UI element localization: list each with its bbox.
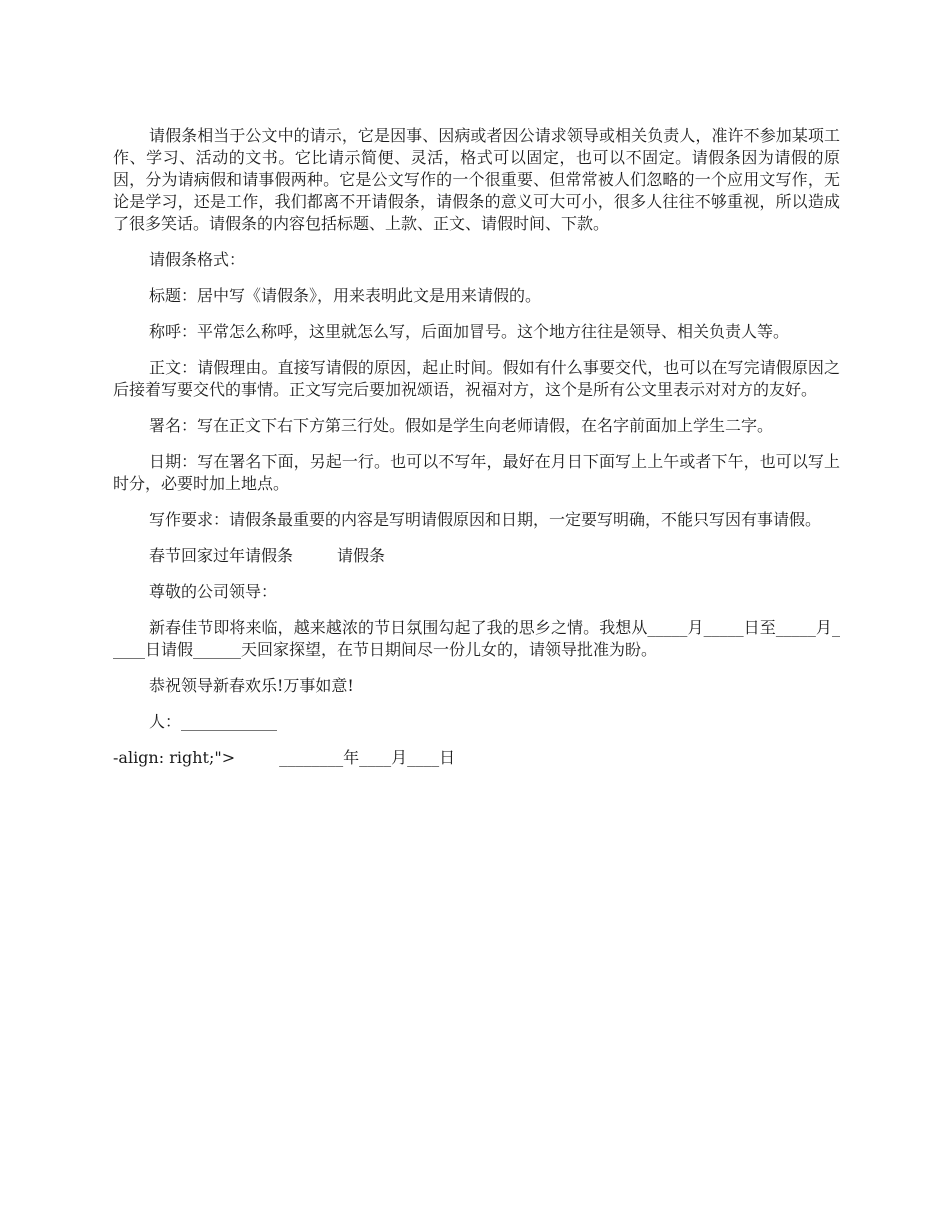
example-title-a: 春节回家过年请假条 (149, 546, 294, 565)
example-salutation: 尊敬的公司领导： (149, 582, 278, 601)
example-date-line (113, 747, 840, 769)
intro-paragraph: 请假条相当于公文中的请示，它是因事、因病或者因公请求领导或相关负责人，准许不参加某项工作、学习、活动的文书。它比请示简便、灵活，格式可以固定，也可以不固定。请假条因为请假的原因，分为请病假和请事假两种。它是公文写作的一个很重要、但常常被人们忽略的一个应用文写作，无论是学习，还是工作，我们都离不开请假条，请假条的意义可大可小，很多人往往不够重视，所以造成了很多笑话。请假条的内容包括标题、上款、正文、请假时间、下款。 (113, 126, 840, 233)
body-rule: 正文：请假理由。直接写请假的原因，起止时间。假如有什么事要交代，也可以在写完请假原因之后接着写要交代的事情。正文写完后要加祝颂语，祝福对方，这个是所有公文里表示对对方的友好。 (113, 358, 840, 399)
date-blank: ________年____月____日 (279, 748, 456, 767)
document-page (113, 125, 840, 783)
example-body: 新春佳节即将来临，越来越浓的节日氛围勾起了我的思乡之情。我想从_____月_____日至_____月_____日请假______天回家探望，在节日期间尽一份儿女的，请领导批准为盼。 (113, 618, 840, 659)
writing-requirements: 写作要求：请假条最重要的内容是写明请假原因和日期，一定要写明确，不能只写因有事请假。 (149, 510, 822, 529)
title-rule: 标题：居中写《请假条》，用来表明此文是用来请假的。 (149, 286, 542, 305)
example-closing: 恭祝领导新春欢乐!万事如意! (149, 676, 354, 695)
example-title-b: 请假条 (337, 546, 386, 565)
example-signature: 人：____________ (149, 712, 278, 731)
date-rule: 日期：写在署名下面，另起一行。也可以不写年，最好在月日下面写上上午或者下午，也可以写上时分，必要时加上地点。 (113, 452, 840, 493)
example-heading (113, 545, 840, 567)
signature-rule: 署名：写在正文下右下方第三行处。假如是学生向老师请假，在名字前面加上学生二字。 (149, 416, 774, 435)
stray-markup-text: -align: right;"> (113, 748, 236, 767)
salutation-rule: 称呼：平常怎么称呼，这里就怎么写，后面加冒号。这个地方往往是领导、相关负责人等。 (149, 322, 790, 341)
format-heading: 请假条格式： (149, 250, 246, 269)
